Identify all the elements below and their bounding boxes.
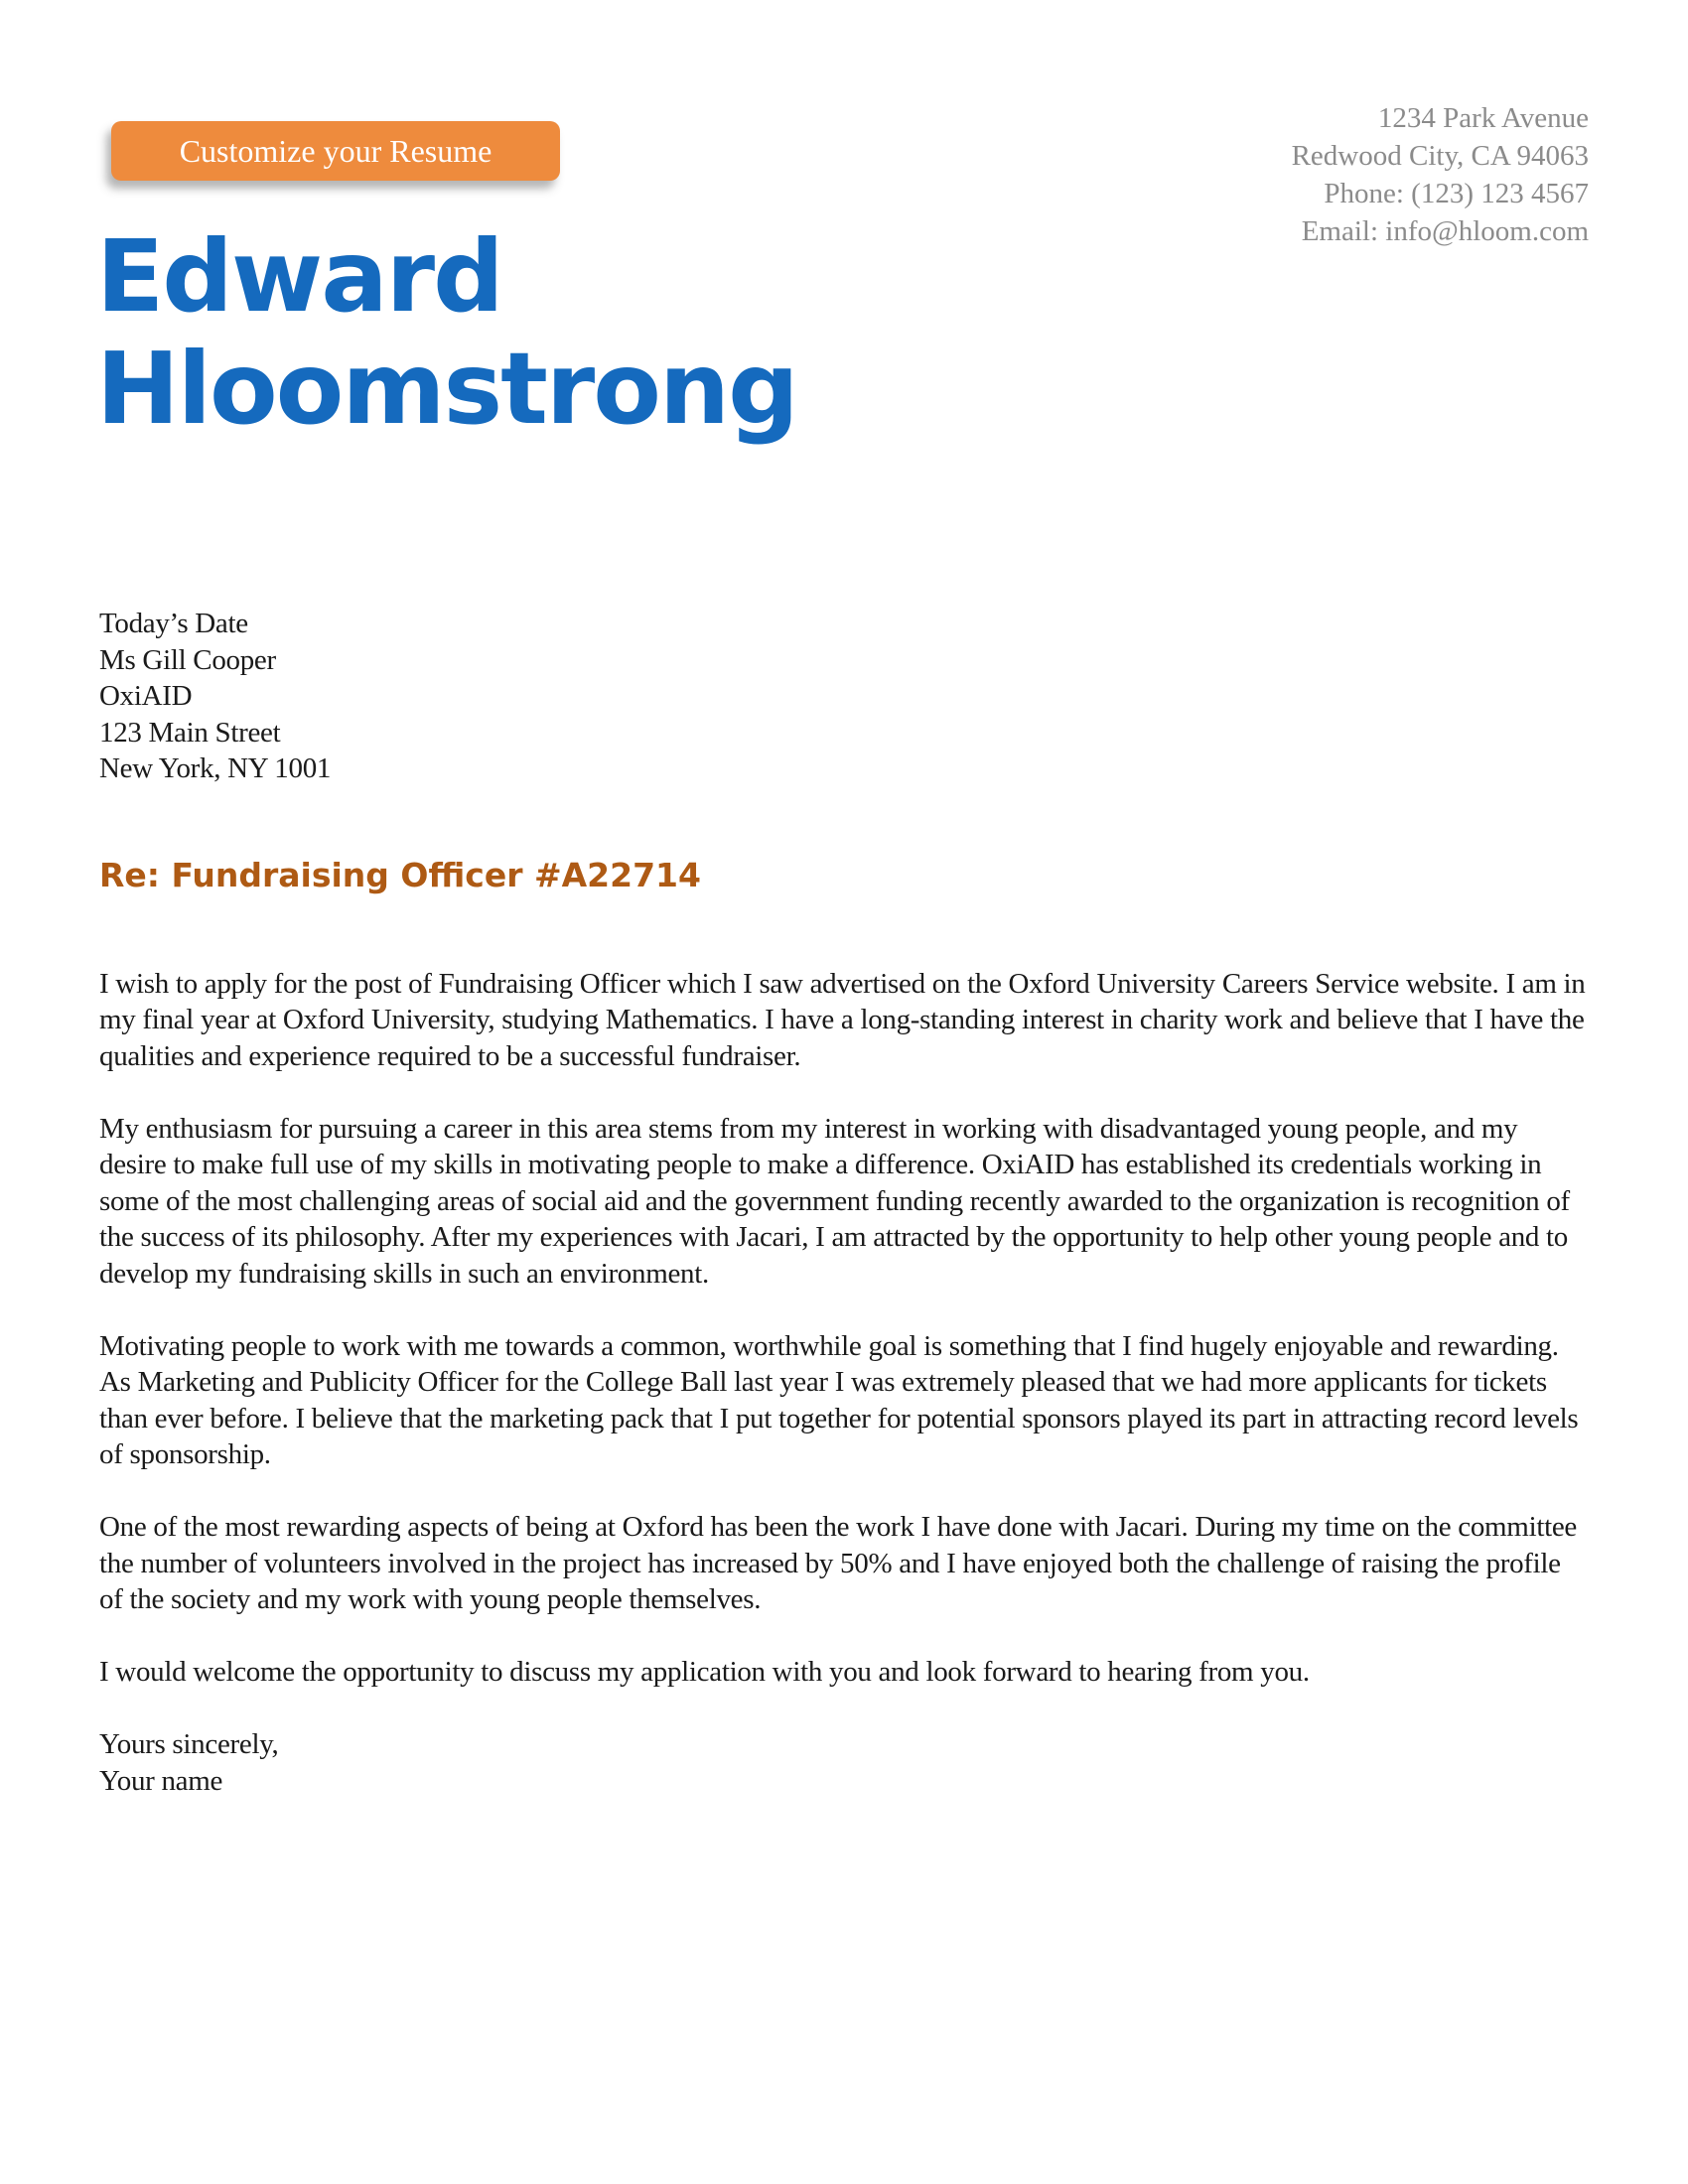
customize-resume-button[interactable]: Customize your Resume xyxy=(111,121,560,181)
applicant-first-name: Edward xyxy=(96,218,502,335)
recipient-street-line: 123 Main Street xyxy=(99,716,281,749)
contact-info xyxy=(1292,99,1589,250)
contact-address-line: 1234 Park Avenue xyxy=(1377,102,1589,134)
recipient-date-line: Today’s Date xyxy=(99,608,248,639)
letter-body xyxy=(99,606,1589,1836)
contact-city-line: Redwood City, CA 94063 xyxy=(1291,140,1589,172)
applicant-name xyxy=(96,220,797,445)
body-paragraph: I wish to apply for the post of Fundraising Officer which I saw advertised on the Oxford University Careers Service website. I am in my final year at Oxford University, studying Mathematics. I have a long-standing interest in charity work and believe that I have the qualities and experience required to be a successful fundraiser. xyxy=(99,967,1586,1072)
recipient-org-line: OxiAID xyxy=(99,680,193,712)
contact-email-line: Email: info@hloom.com xyxy=(1301,215,1589,247)
body-paragraph: My enthusiasm for pursuing a career in this area stems from my interest in working with disadvantaged young people, and my desire to make full use of my skills in motivating people to make a difference. OxiAID has established its credentials working in some of the most challenging areas of social aid and the government funding recently awarded to the organization is recognition of the success of its philosophy. After my experiences with Jacari, I am attracted by the opportunity to help other young people and to develop my fundraising skills in such an environment. xyxy=(99,1112,1570,1290)
applicant-last-name: Hloomstrong xyxy=(96,331,797,447)
recipient-block xyxy=(99,606,1589,787)
body-paragraph: Motivating people to work with me towards a common, worthwhile goal is something that I find hugely enjoyable and rewarding. As Marketing and Publicity Officer for the College Ball last year I was extremely pleased that we had more applicants for tickets than ever before. I believe that the marketing pack that I put together for potential sponsors played its part in attracting record levels of sponsorship. xyxy=(99,1329,1579,1470)
body-paragraph: One of the most rewarding aspects of being at Oxford has been the work I have done with Jacari. During my time on the committee the number of volunteers involved in the project has increased by 50% and I have enjoyed both the challenge of raising the profile of the society and my work with young people themselves. xyxy=(99,1511,1577,1615)
closing-signature: Your name xyxy=(99,1764,223,1797)
recipient-name-line: Ms Gill Cooper xyxy=(99,643,276,676)
closing-salutation: Yours sincerely, xyxy=(99,1728,279,1760)
recipient-city-line: New York, NY 1001 xyxy=(99,752,332,784)
contact-phone-line: Phone: (123) 123 4567 xyxy=(1324,178,1589,209)
body-paragraph: I would welcome the opportunity to discuss my application with you and look forward to hearing from you. xyxy=(99,1656,1310,1688)
subject-heading: Re: Fundraising Officer #A22714 xyxy=(99,855,701,894)
